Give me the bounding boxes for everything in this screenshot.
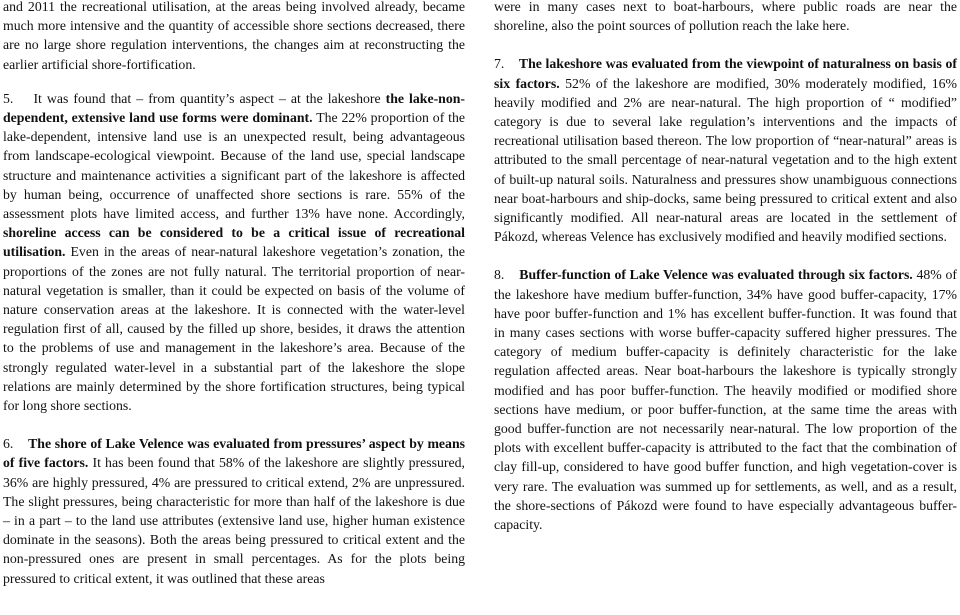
section-7-text: 52% of the lakeshore are modified, 30% moderately modified, 16% heavily modified and 2% are near-natural. The high proportion of “ modified” category is due to several lake regulation’s interventions and the impacts of recreational utilisation based thereon. The low proportion of “near-natural” areas is attributed to the small percentage of near-natural vegetation and to the high extent of built-up natural soils. Naturalness and pressures show unambiguous connections near boat-harbours and ship-docks, same being pressured to critical extent and also significantly modified. All near-natural areas are located in the settlement of Pákozd, whereas Velence has exclusively modified and heavily modified sections. bbox=[494, 75, 958, 245]
section-8-text: 48% of the lakeshore have medium buffer-function, 34% have good buffer-capacity, 17% have poor buffer-function and 1% has excellent buffer-function. It was found that in many cases sections with worse buffer-capacity suffered higher pressures. The category of medium buffer-capacity is definitely characteristic for the lake regulation affected areas. Near boat-harbours the lakeshore is typically strongly modified and has poor buffer-function. The heavily modified or modified shore sections have medium, or poor buffer-function, at the same time the areas with good buffer-function are not necessarily near-natural. The low proportion of the plots with excellent buffer-capacity is attributed to the fact that the combination of clay fill-up, considered to have good buffer function, and high vegetation-cover is very rare. The evaluation was summed up for settlements, as well, and as a result, the shore-sections of Pákozd were found to have especially advantageous buffer-capacity. bbox=[494, 267, 958, 533]
section-5-bold-1: the lake-non-dependent, extensive land use forms were dominant. bbox=[3, 90, 465, 126]
section-5-number: 5. bbox=[3, 90, 14, 106]
section-7-paragraph bbox=[494, 54, 957, 246]
section-8-paragraph bbox=[494, 265, 957, 534]
intro-paragraph: and 2011 the recreational utilisation, at the areas being involved already, became much more intensive and the quantity of accessible shore sections decreased, there are no large shore regulation interventions, the changes aim at reconstructing the earlier artificial shore-fortification. bbox=[3, 0, 465, 72]
left-column bbox=[3, 0, 465, 588]
section-8-bold: Buffer-function of Lake Velence was evaluated through six factors. bbox=[519, 267, 913, 283]
section-7-number: 7. bbox=[494, 56, 505, 72]
section-7-bold: The lakeshore was evaluated from the viewpoint of naturalness on basis of six factors. bbox=[494, 56, 957, 91]
section-5-text-1: The 22% proportion of the lake-dependent, intensive land use is an unexpected result, being advantageous from landscape-ecological viewpoint. Because of the land use, special landscape structure and maintenance activities a significant part of the lakeshore is affected by human being, occurrence of unaffected shore sections is rare. 55% of the assessment plots have limited access, and further 13% have none. Accordingly, bbox=[3, 110, 466, 222]
section-6-bold: The shore of Lake Velence was evaluated from pressures’ aspect by means of five factors. bbox=[3, 436, 465, 471]
continuation-paragraph: were in many cases next to boat-harbours, where public roads are near the shoreline, also the point sources of pollution reach the lake here. bbox=[494, 0, 957, 34]
section-5-text-2: Even in the areas of near-natural lakeshore vegetation’s zonation, the proportions of the zones are not fully natural. The territorial proportion of near-natural vegetation is smaller, than it could be expected on basis of the volume of nature conservation areas at the lakeshore. It is connected with the water-level regulation first of all, caused by the filled up shore, besides, it draws the attention to the problems of use and management in the lakeshore’s area. Because of the strongly regulated water-level in a substantial part of the lakeshore the slope relations are mainly determined by the shore fortification structures, being typical for long shore sections. bbox=[3, 244, 466, 414]
section-8-number: 8. bbox=[494, 267, 505, 283]
section-5-paragraph bbox=[3, 89, 465, 415]
right-column bbox=[494, 0, 957, 534]
section-6-number: 6. bbox=[3, 436, 14, 452]
section-6-text: It has been found that 58% of the lakeshore are slightly pressured, 36% are highly pressured, 4% are pressured to critical extend, 2% are unpressured. The slight pressures, being characteristic for more than half of the lakeshore is due – in a part – to the land use attributes (extensive land use, higher human existence dominate in the seasons). Both the areas being pressured to critical extent and the non-pressured ones are present in small percentages. As for the plots being pressured to critical extent, it was outlined that these areas bbox=[3, 455, 465, 586]
section-5-bold-2: shoreline access can be considered to be a critical issue of recreational utilisation. bbox=[3, 225, 465, 260]
section-6-paragraph bbox=[3, 434, 465, 588]
section-5-lead: It was found that – from quantity’s aspect – at the lakeshore bbox=[33, 90, 381, 106]
